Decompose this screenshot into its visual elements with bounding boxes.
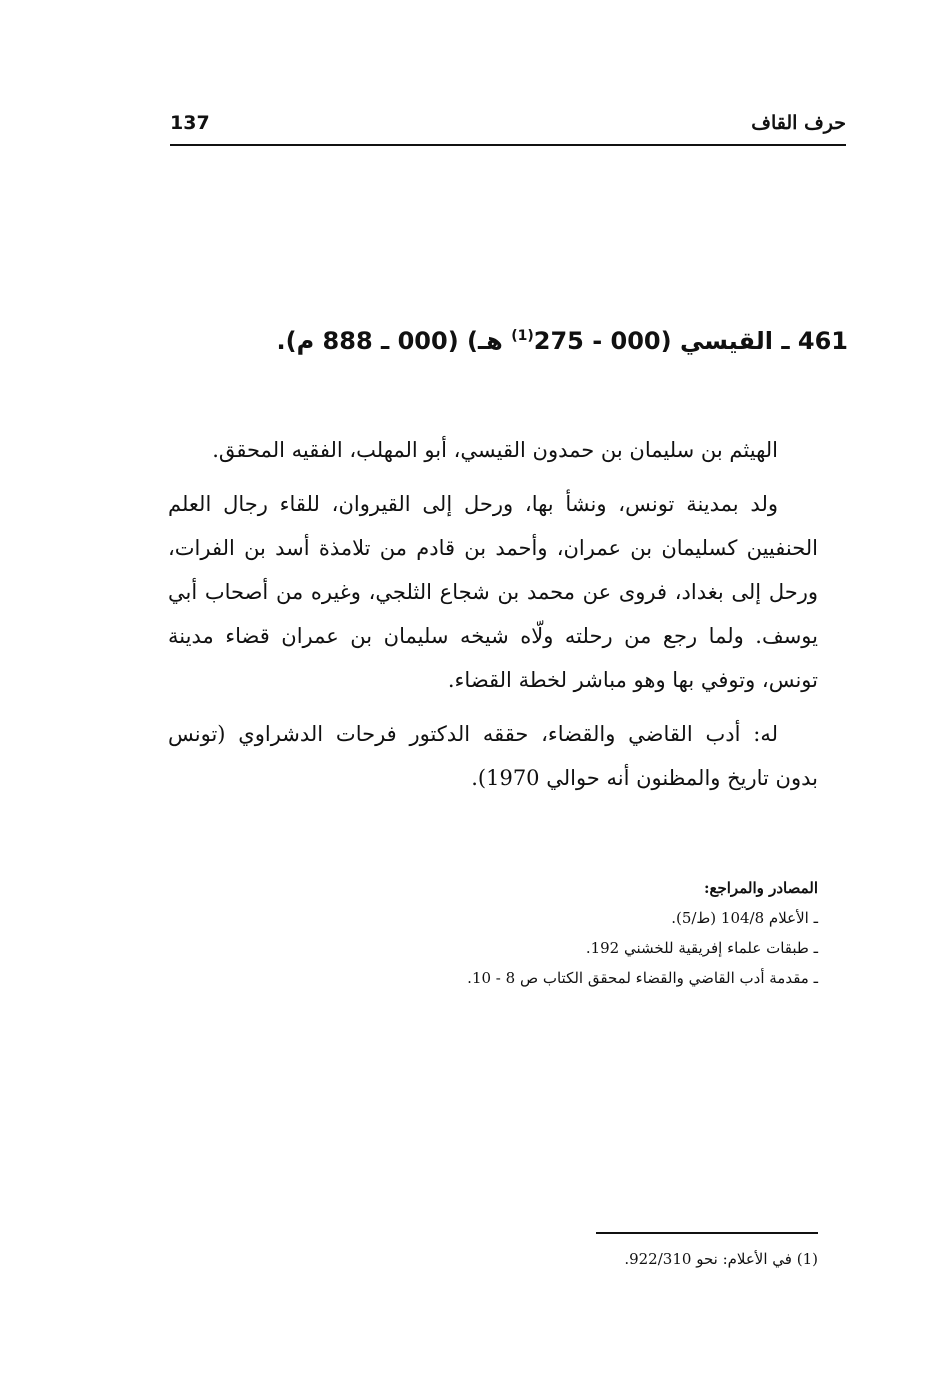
entry-body bbox=[168, 428, 818, 810]
footnote-marker: (1) bbox=[511, 328, 534, 344]
entry-title bbox=[148, 327, 848, 355]
entry-title-main: 461 ـ القيسي (000 - 275 bbox=[533, 327, 848, 355]
sources-heading: المصادر والمراجع: bbox=[703, 879, 818, 897]
paragraph-name: الهيثم بن سليمان بن حمدون القيسي، أبو المهلب، الفقيه المحقق. bbox=[212, 438, 778, 462]
source-item: ـ الأعلام 104/8 (ط/5). bbox=[671, 909, 818, 927]
source-item: ـ مقدمة أدب القاضي والقضاء لمحقق الكتاب ص 8 - 10. bbox=[467, 969, 818, 987]
running-head: حرف القاف bbox=[751, 112, 846, 134]
footnote-divider bbox=[596, 1232, 818, 1234]
page-number: 137 bbox=[170, 112, 210, 134]
paragraph-biography: ولد بمدينة تونس، ونشأ بها، ورحل إلى القيروان، للقاء رجال العلم الحنفيين كسليمان بن عمران، وأحمد بن قادم من تلامذة أسد بن الفرات، ورحل إلى بغداد، فروى عن محمد بن شجاع الثلجي، وغيره من أصحاب أبي يوسف. ولما رجع من رحلته ولّاه شيخه سليمان بن عمران قضاء مدينة تونس، وتوفي بها وهو مباشر لخطة القضاء. bbox=[168, 492, 818, 692]
entry-title-rest: هـ) (000 ـ 888 م). bbox=[276, 327, 512, 355]
paragraph-works: له: أدب القاضي والقضاء، حققه الدكتور فرحات الدشراوي (تونس بدون تاريخ والمظنون أنه حوالي 1970). bbox=[168, 722, 818, 790]
page-header bbox=[170, 108, 846, 146]
sources-section bbox=[168, 873, 818, 993]
source-item: ـ طبقات علماء إفريقية للخشني 192. bbox=[585, 939, 818, 957]
footnote: (1) في الأعلام: نحو 922/310. bbox=[624, 1250, 818, 1268]
